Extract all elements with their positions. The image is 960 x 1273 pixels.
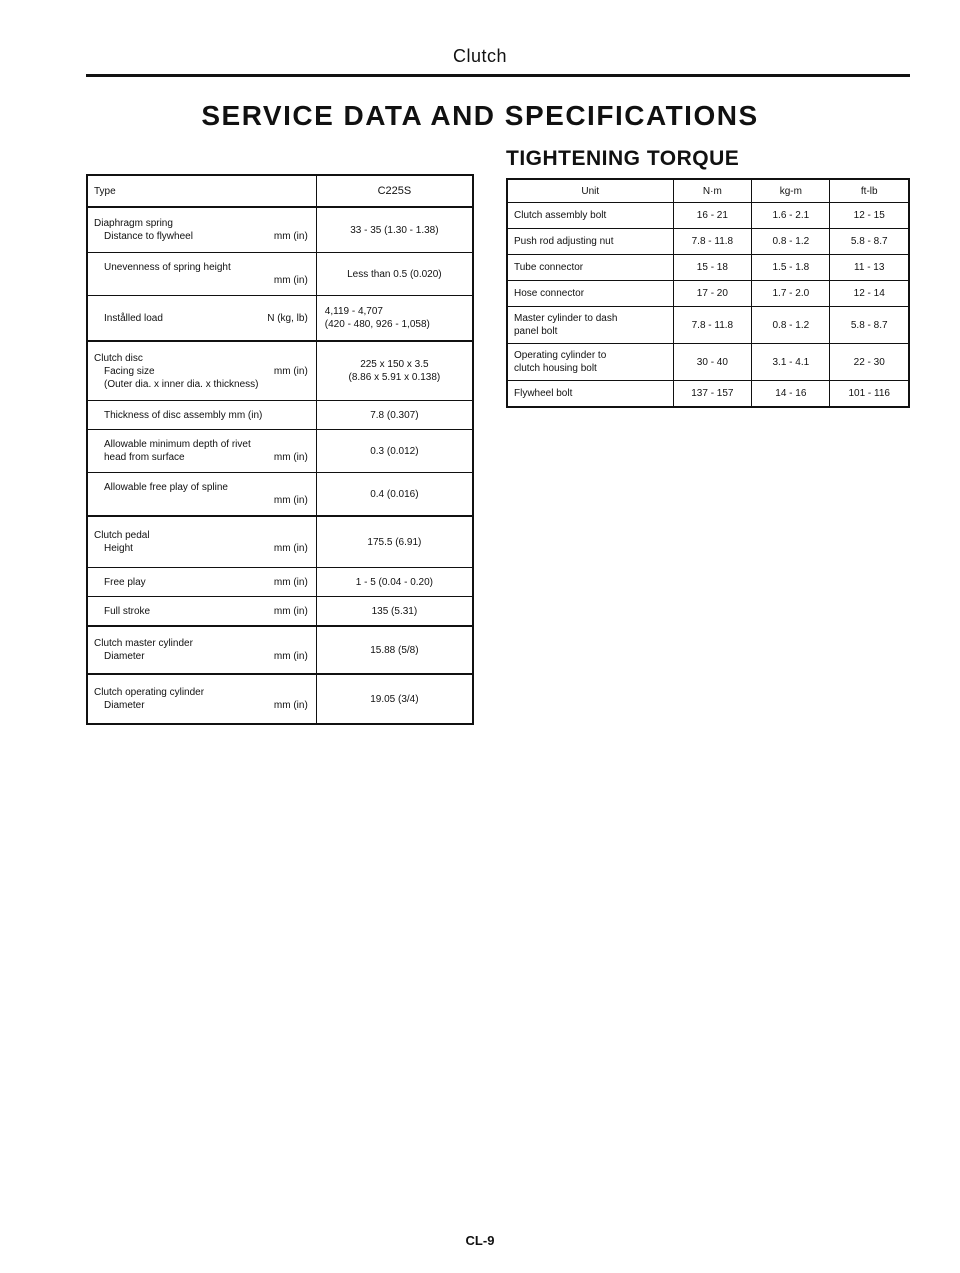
distance-value: 33 - 35 (1.30 - 1.38) [316, 207, 473, 253]
table-row [507, 281, 909, 307]
col-header-unit: Unit [507, 179, 673, 203]
table-row [507, 229, 909, 255]
full-stroke-unit: mm (in) [273, 605, 308, 617]
torque-ftlb: 101 - 116 [830, 381, 909, 408]
torque-nm: 15 - 18 [673, 255, 752, 281]
torque-item: Clutch assembly bolt [507, 203, 673, 229]
torque-header-row [507, 179, 909, 203]
installed-load-line [94, 312, 308, 325]
torque-nm: 30 - 40 [673, 344, 752, 381]
installed-load-value-cell [316, 296, 473, 342]
table-row [87, 626, 473, 674]
header-rule [86, 74, 910, 77]
facing-size-label: Facing size [104, 365, 155, 377]
operating-diameter-value: 19.05 (3/4) [316, 674, 473, 724]
diaphragm-heading: Diaphragm spring [94, 218, 173, 229]
rivet-depth-label-2: head from surface [104, 452, 185, 463]
table-row [87, 568, 473, 597]
torque-kgm: 0.8 - 1.2 [752, 229, 830, 255]
table-row [87, 674, 473, 724]
installed-load-value-1: 4,119 - 4,707 [324, 306, 383, 317]
pedal-height-unit: mm (in) [273, 543, 308, 554]
free-play-unit: mm (in) [273, 576, 308, 588]
facing-size-line [94, 365, 308, 378]
torque-nm: 7.8 - 11.8 [673, 229, 752, 255]
torque-kgm: 3.1 - 4.1 [752, 344, 830, 381]
torque-item-line-2: clutch housing bolt [514, 363, 597, 374]
spline-play-value: 0.4 (0.016) [316, 473, 473, 517]
page-number: CL-9 [465, 1233, 495, 1248]
table-row [87, 473, 473, 517]
full-stroke-label: Full stroke [104, 605, 151, 617]
torque-item: Push rod adjusting nut [507, 229, 673, 255]
thickness-cell [87, 401, 316, 430]
operating-diameter-unit: mm (in) [273, 700, 308, 711]
table-row [87, 253, 473, 296]
type-label: Type [87, 175, 316, 207]
table-row [87, 175, 473, 207]
installed-load-label: Instålled load [104, 312, 163, 324]
rivet-depth-cell [87, 430, 316, 473]
col-header-nm: N·m [673, 179, 752, 203]
full-stroke-cell [87, 597, 316, 627]
unevenness-unit-line [94, 274, 308, 287]
unevenness-label: Unevenness of spring height [104, 262, 231, 273]
torque-item [507, 344, 673, 381]
spline-play-unit: mm (in) [273, 495, 308, 506]
torque-nm: 7.8 - 11.8 [673, 307, 752, 344]
facing-size-note: (Outer dia. x inner dia. x thickness) [104, 378, 259, 390]
rivet-depth-line [94, 451, 308, 464]
operating-diameter-line [94, 699, 308, 712]
diaphragm-distance-cell [87, 207, 316, 253]
facing-size-value-1: 225 x 150 x 3.5 [360, 359, 429, 370]
installed-load-cell [87, 296, 316, 342]
torque-item-line-1: Master cylinder to dash [514, 313, 618, 324]
facing-size-unit: mm (in) [273, 365, 308, 377]
torque-ftlb: 12 - 15 [830, 203, 909, 229]
pedal-height-value: 175.5 (6.91) [316, 516, 473, 568]
torque-item: Tube connector [507, 255, 673, 281]
diaphragm-distance-line [94, 230, 308, 243]
torque-item-line-2: panel bolt [514, 326, 558, 337]
torque-kgm: 14 - 16 [752, 381, 830, 408]
table-row [87, 597, 473, 627]
torque-item-line-1: Operating cylinder to [514, 350, 607, 361]
thickness-label: Thickness of disc assembly mm (in) [104, 409, 263, 421]
rivet-depth-value: 0.3 (0.012) [316, 430, 473, 473]
torque-item [507, 307, 673, 344]
service-data-table [86, 174, 474, 725]
master-diameter-line [94, 650, 308, 663]
spline-play-cell [87, 473, 316, 517]
torque-kgm: 1.6 - 2.1 [752, 203, 830, 229]
table-row [87, 516, 473, 568]
torque-kgm: 0.8 - 1.2 [752, 307, 830, 344]
full-stroke-value: 135 (5.31) [316, 597, 473, 627]
table-row [507, 203, 909, 229]
facing-size-cell [87, 341, 316, 401]
torque-nm: 137 - 157 [673, 381, 752, 408]
free-play-label: Free play [104, 576, 146, 588]
pedal-height-cell [87, 516, 316, 568]
installed-load-value-2: (420 - 480, 926 - 1,058) [324, 319, 430, 330]
distance-label: Distance to flywheel [104, 231, 193, 242]
torque-kgm: 1.5 - 1.8 [752, 255, 830, 281]
table-row [507, 307, 909, 344]
table-row [87, 430, 473, 473]
rivet-depth-label-1: Allowable minimum depth of rivet [104, 439, 251, 450]
torque-item: Hose connector [507, 281, 673, 307]
free-play-cell [87, 568, 316, 597]
table-row [507, 381, 909, 408]
tightening-torque-title: TIGHTENING TORQUE [506, 147, 740, 170]
torque-ftlb: 5.8 - 8.7 [830, 229, 909, 255]
free-play-value: 1 - 5 (0.04 - 0.20) [316, 568, 473, 597]
master-cylinder-heading: Clutch master cylinder [94, 638, 193, 649]
rivet-depth-unit: mm (in) [273, 452, 308, 463]
torque-nm: 16 - 21 [673, 203, 752, 229]
free-play-line [94, 576, 308, 589]
master-diameter-unit: mm (in) [273, 651, 308, 662]
installed-load-unit: N (kg, lb) [267, 312, 308, 324]
col-header-kgm: kg-m [752, 179, 830, 203]
torque-ftlb: 22 - 30 [830, 344, 909, 381]
table-row [87, 296, 473, 342]
master-cylinder-cell [87, 626, 316, 674]
full-stroke-line [94, 605, 308, 618]
torque-nm: 17 - 20 [673, 281, 752, 307]
table-row [507, 344, 909, 381]
torque-ftlb: 12 - 14 [830, 281, 909, 307]
master-diameter-value: 15.88 (5/8) [316, 626, 473, 674]
torque-item: Flywheel bolt [507, 381, 673, 408]
page-title: SERVICE DATA AND SPECIFICATIONS [201, 100, 759, 131]
unevenness-unit: mm (in) [273, 275, 308, 286]
col-header-ftlb: ft-lb [830, 179, 909, 203]
torque-kgm: 1.7 - 2.0 [752, 281, 830, 307]
clutch-pedal-heading: Clutch pedal [94, 530, 150, 541]
pedal-height-label: Height [104, 543, 133, 554]
table-row [87, 207, 473, 253]
operating-cylinder-heading: Clutch operating cylinder [94, 687, 205, 698]
section-header: Clutch [452, 46, 508, 66]
unevenness-value: Less than 0.5 (0.020) [316, 253, 473, 296]
spline-play-label: Allowable free play of spline [104, 482, 228, 493]
pedal-height-line [94, 542, 308, 555]
thickness-value: 7.8 (0.307) [316, 401, 473, 430]
table-row [87, 341, 473, 401]
tightening-torque-table [506, 178, 910, 408]
facing-size-value-cell [316, 341, 473, 401]
master-diameter-label: Diameter [104, 651, 145, 662]
torque-ftlb: 5.8 - 8.7 [830, 307, 909, 344]
clutch-disc-heading: Clutch disc [94, 352, 143, 364]
torque-ftlb: 11 - 13 [830, 255, 909, 281]
distance-unit: mm (in) [273, 231, 308, 242]
unevenness-cell [87, 253, 316, 296]
operating-diameter-label: Diameter [104, 700, 145, 711]
table-row [87, 401, 473, 430]
spline-play-unit-line [94, 494, 308, 507]
table-row [507, 255, 909, 281]
operating-cylinder-cell [87, 674, 316, 724]
type-value: C225S [316, 175, 473, 207]
facing-size-value-2: (8.86 x 5.91 x 0.138) [348, 372, 441, 383]
